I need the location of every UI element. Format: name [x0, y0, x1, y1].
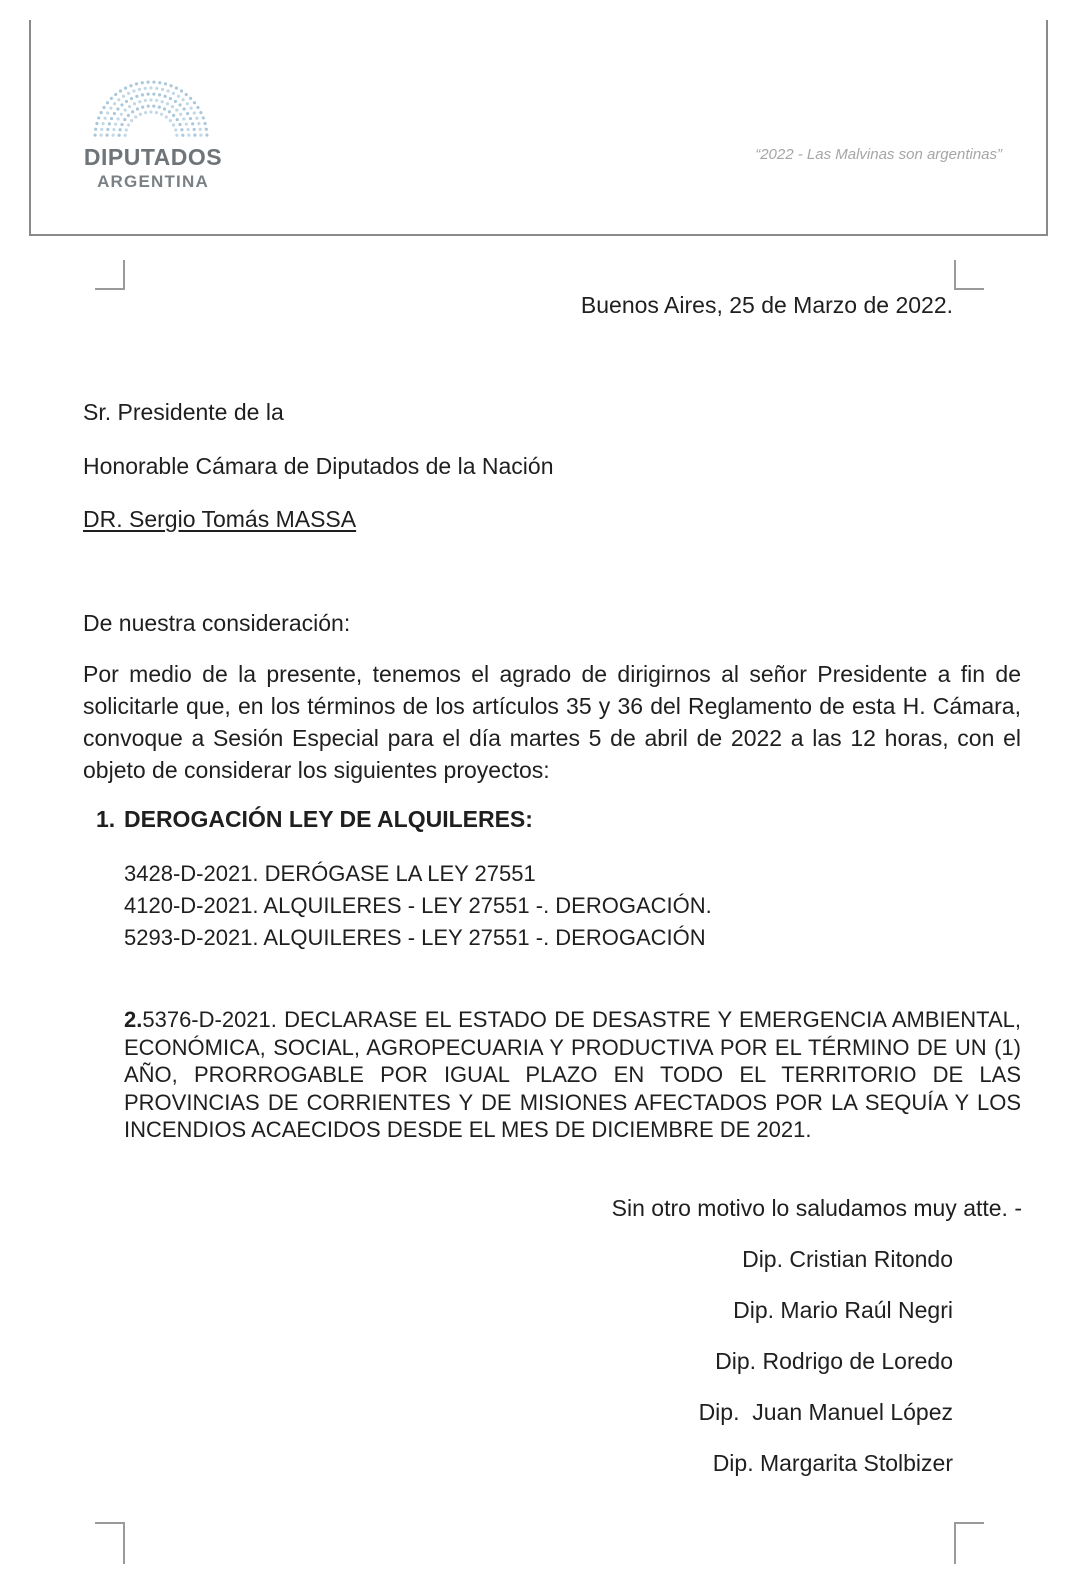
seat-dot	[178, 123, 181, 126]
seat-dot	[133, 102, 136, 105]
seat-dot	[108, 122, 111, 125]
seat-dot	[166, 102, 169, 105]
seat-dot	[113, 102, 116, 105]
seat-dot	[168, 110, 171, 113]
seat-dot	[169, 84, 172, 87]
seat-dot	[125, 100, 128, 103]
project-line: 5293-D-2021. ALQUILERES - LEY 27551 -. DEROGACIÓN	[124, 925, 706, 950]
seat-dot	[144, 111, 147, 114]
seat-dot	[127, 114, 130, 117]
seat-dot	[94, 128, 97, 131]
seat-dot	[127, 92, 130, 95]
signatory: Dip. Mario Raúl Negri	[733, 1297, 953, 1323]
seat-dot	[134, 115, 137, 118]
seat-dot	[135, 82, 138, 85]
greeting: De nuestra consideración:	[83, 610, 351, 636]
seat-dot	[95, 122, 98, 125]
crop-mark-top-right	[954, 260, 984, 290]
seat-dot	[138, 100, 141, 103]
seat-dot	[139, 113, 142, 116]
seat-dot	[100, 111, 103, 114]
seat-dot	[164, 95, 167, 98]
seat-dot	[164, 82, 167, 85]
seat-dot	[123, 118, 126, 121]
seat-dot	[158, 81, 161, 84]
seat-dot	[141, 81, 144, 84]
seat-dot	[199, 133, 202, 136]
seat-dot	[174, 100, 177, 103]
seat-dot	[141, 93, 144, 96]
seat-dot	[163, 107, 166, 110]
seat-dot	[161, 100, 164, 103]
seat-dot	[114, 93, 117, 96]
seat-dot	[120, 113, 123, 116]
seat-dot	[152, 105, 155, 108]
crop-mark-top-left	[95, 260, 125, 290]
seat-dot	[180, 128, 183, 131]
seat-dot	[196, 106, 199, 109]
seat-dot	[112, 134, 115, 137]
seat-dot	[182, 98, 185, 101]
seat-dot	[197, 122, 200, 125]
signatory: Dip. Juan Manuel López	[698, 1399, 953, 1425]
seat-dot	[160, 113, 163, 116]
seat-dot	[110, 97, 113, 100]
seat-dot	[180, 89, 183, 92]
seat-dot	[141, 105, 144, 108]
seat-dot	[118, 134, 121, 137]
seat-dot	[177, 95, 180, 98]
seat-dot	[189, 97, 192, 100]
project-line: 3428-D-2021. DERÓGASE LA LEY 27551	[124, 861, 536, 886]
seat-dot	[113, 112, 116, 115]
seat-dot	[100, 128, 103, 131]
body-paragraph: Por medio de la presente, tenemos el agrado de dirigirnos al señor Presidente a fin de solicitarle que, en los términos de los artículos 35 y 36 del Reglamento de esta H. Cámara, convoque a Sesión Especial para el día martes 5 de abril de 2022 a las 12 horas, con el objeto de considerar los siguientes proyectos:	[83, 661, 1021, 783]
seat-dot	[114, 123, 117, 126]
logo-country: ARGENTINA	[97, 172, 209, 191]
seat-dot	[175, 134, 178, 137]
seat-dot	[119, 89, 122, 92]
seat-dot	[167, 89, 170, 92]
seat-dot	[149, 110, 152, 113]
seat-dot	[112, 128, 115, 131]
seat-dot	[187, 134, 190, 137]
seat-dot	[147, 92, 150, 95]
seat-dot	[158, 93, 161, 96]
signatory: Dip. Margarita Stolbizer	[712, 1450, 953, 1476]
seat-dot	[102, 122, 105, 125]
seat-dot	[102, 106, 105, 109]
seat-dot	[195, 117, 198, 120]
seat-dot	[130, 119, 133, 122]
seat-dot	[147, 105, 150, 108]
seat-dot	[175, 87, 178, 90]
seat-dot	[132, 89, 135, 92]
seat-dot	[182, 107, 185, 110]
seat-dot	[155, 87, 158, 90]
seat-dot	[144, 87, 147, 90]
seat-dot	[127, 123, 130, 126]
seat-dot	[155, 111, 158, 114]
seat-dot	[138, 88, 141, 91]
seat-dot	[109, 107, 112, 110]
seat-dot	[172, 114, 175, 117]
crop-mark-bottom-right	[954, 1522, 984, 1564]
signatory: Dip. Cristian Ritondo	[742, 1246, 953, 1272]
seat-dot	[193, 111, 196, 114]
seat-dot	[135, 95, 138, 98]
seat-dot	[172, 92, 175, 95]
seat-dot	[186, 128, 189, 131]
seat-dot	[205, 133, 208, 136]
seat-dot	[186, 112, 189, 115]
seat-dot	[120, 123, 123, 126]
item-2-number: 2.	[124, 1007, 143, 1032]
seat-dot	[97, 116, 100, 119]
seat-dot	[176, 118, 179, 121]
seat-dot	[172, 123, 175, 126]
seat-dot	[136, 107, 139, 110]
seat-dot	[125, 128, 128, 131]
seat-dot	[93, 133, 96, 136]
header-motto: “2022 - Las Malvinas son argentinas”	[755, 146, 1002, 163]
seat-dot	[110, 117, 113, 120]
seat-dot	[175, 109, 178, 112]
seat-dot	[181, 134, 184, 137]
seat-dot	[103, 117, 106, 120]
seat-dot	[203, 122, 206, 125]
seat-dot	[116, 107, 119, 110]
seat-dot	[149, 86, 152, 89]
closing-line: Sin otro motivo lo saludamos muy atte. -	[611, 1195, 1022, 1221]
seat-dot	[186, 102, 189, 105]
seat-dot	[190, 107, 193, 110]
seat-dot	[106, 101, 109, 104]
seat-dot	[174, 128, 177, 131]
seat-dot	[199, 111, 202, 114]
seat-dot	[152, 80, 155, 83]
crop-mark-bottom-left	[95, 1522, 125, 1564]
seat-dot	[179, 113, 182, 116]
chamber-seats-logo-icon	[86, 78, 216, 140]
seat-dot	[205, 128, 208, 131]
seat-dot	[193, 101, 196, 104]
seat-dot	[171, 105, 174, 108]
seat-dot	[99, 133, 102, 136]
seat-dot	[193, 128, 196, 131]
seat-dot	[161, 88, 164, 91]
seat-dot	[131, 110, 134, 113]
seat-dot	[116, 117, 119, 120]
seat-dot	[106, 111, 109, 114]
seat-dot	[152, 92, 155, 95]
seat-dot	[169, 119, 172, 122]
seat-dot	[199, 128, 202, 131]
seat-dot	[185, 93, 188, 96]
seat-dot	[118, 128, 121, 131]
seat-dot	[202, 116, 205, 119]
seat-dot	[178, 103, 181, 106]
seat-dot	[165, 115, 168, 118]
seat-dot	[106, 128, 109, 131]
item-1-title: DEROGACIÓN LEY DE ALQUILERES:	[124, 806, 533, 832]
seat-dot	[146, 80, 149, 83]
seat-dot	[117, 98, 120, 101]
seat-dot	[182, 117, 185, 120]
item-2-text: 5376-D-2021. DECLARASE EL ESTADO DE DESASTRE Y EMERGENCIA AMBIENTAL, ECONÓMICA, SOCIAL, AGROPECUARIA Y PRODUCTIVA POR EL TÉRMINO DE UN (1) AÑO, PRORROGABLE POR IGUAL PLAZO EN TODO EL TERRITORIO DE LAS PROVINCIAS DE CORRIENTES Y DE MISIONES AFECTADOS POR LA SEQUÍA Y LOS INCENDIOS ACAECIDOS DESDE EL MES DE DICIEMBRE DE 2021.	[124, 1007, 1021, 1142]
addressee-name: DR. Sergio Tomás MASSA	[83, 506, 357, 532]
seat-dot	[155, 99, 158, 102]
addressee-line-1: Sr. Presidente de la	[83, 399, 284, 425]
item-1-number: 1.	[96, 806, 116, 832]
seat-dot	[189, 117, 192, 120]
seat-dot	[124, 109, 127, 112]
seat-dot	[124, 87, 127, 90]
date-line: Buenos Aires, 25 de Marzo de 2022.	[580, 292, 953, 318]
project-line: 4120-D-2021. ALQUILERES - LEY 27551 -. DEROGACIÓN.	[124, 893, 712, 918]
seat-dot	[122, 95, 125, 98]
seat-dot	[185, 123, 188, 126]
logo-name: DIPUTADOS	[83, 144, 223, 170]
item-2	[124, 1006, 1021, 1144]
seat-dot	[124, 134, 127, 137]
seat-dot	[128, 105, 131, 108]
seat-dot	[169, 97, 172, 100]
seat-dot	[105, 134, 108, 137]
seat-dot	[158, 105, 161, 108]
seat-dot	[144, 99, 147, 102]
seat-dot	[149, 98, 152, 101]
addressee-line-2: Honorable Cámara de Diputados de la Nación	[83, 453, 554, 479]
seat-dot	[120, 103, 123, 106]
seat-dot	[130, 97, 133, 100]
seat-dot	[193, 134, 196, 137]
seat-dot	[191, 122, 194, 125]
signatory: Dip. Rodrigo de Loredo	[715, 1348, 953, 1374]
seat-dot	[129, 84, 132, 87]
